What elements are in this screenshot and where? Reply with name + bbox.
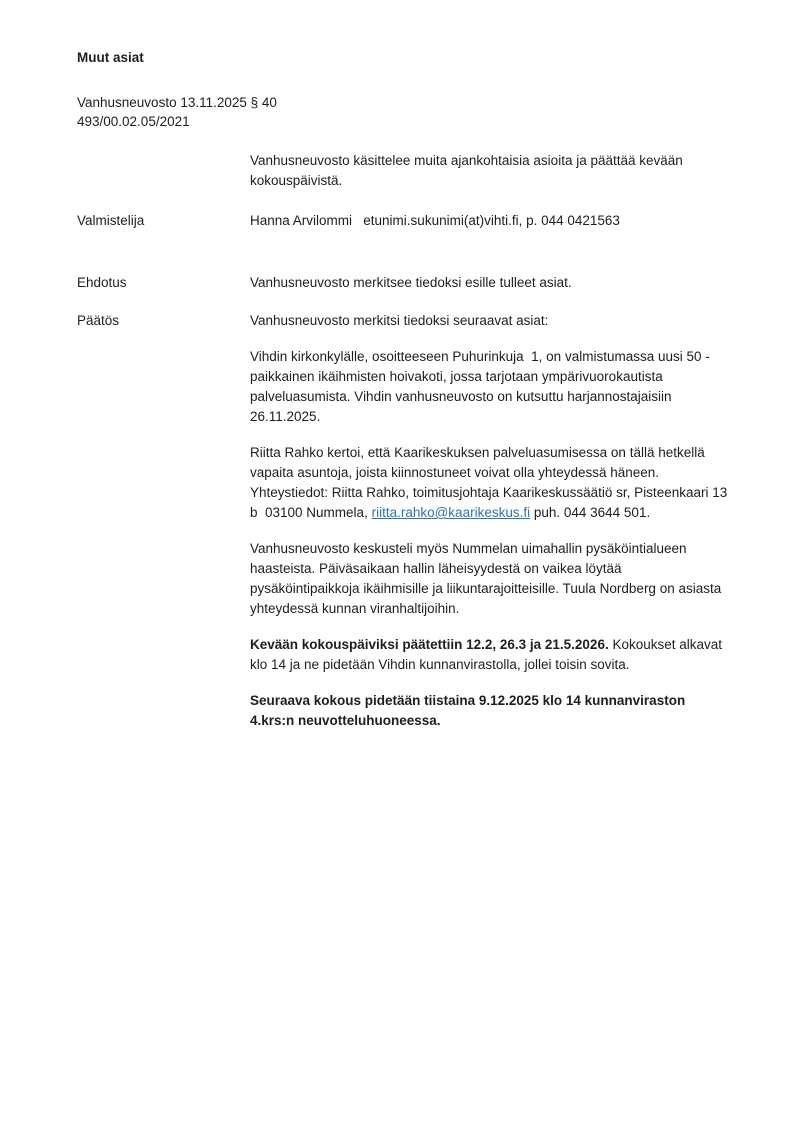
valmistelija-row xyxy=(77,211,728,231)
intro-paragraph: Vanhusneuvosto käsittelee muita ajankohtaisia asioita ja päättää kevään kokouspäivistä. xyxy=(250,153,687,188)
ehdotus-row xyxy=(77,273,728,293)
intro-row xyxy=(77,151,728,191)
paragraph-kaarikeskus xyxy=(250,443,732,523)
paatos-label: Päätös xyxy=(77,313,120,328)
meeting-meta xyxy=(77,93,728,131)
ehdotus-text: Vanhusneuvosto merkitsee tiedoksi esille tulleet asiat. xyxy=(250,275,572,290)
paatos-content xyxy=(250,311,732,731)
case-number: 493/00.02.05/2021 xyxy=(77,114,190,129)
kokouspaivat-bold-text: Kevään kokouspäiviksi päätettiin 12.2, 26.3 ja 21.5.2026. xyxy=(250,637,609,652)
ehdotus-label: Ehdotus xyxy=(77,275,127,290)
paragraph-kokouspaivat xyxy=(250,635,728,675)
section-title: Muut asiat xyxy=(77,50,144,65)
paragraph-hoivakoti: Vihdin kirkonkylälle, osoitteeseen Puhurinkuja 1, on valmistumassa uusi 50 -paikkainen ikäihmisten hoivakoti, jossa tarjotaan ympärivuorokautista palveluasumista. Vihdin vanhusneuvosto on kutsuttu harjannostajaisiin 26.11.2025. xyxy=(250,349,710,424)
paragraph-seuraava-kokous: Seuraava kokous pidetään tiistaina 9.12.2025 klo 14 kunnanviraston 4.krs:n neuvotteluhuoneessa. xyxy=(250,693,689,728)
valmistelija-value: Hanna Arvilommi etunimi.sukunimi(at)vihti.fi, p. 044 0421563 xyxy=(250,213,620,228)
kaarikeskus-text-after: puh. 044 3644 501. xyxy=(530,505,651,520)
email-link[interactable]: riitta.rahko@kaarikeskus.fi xyxy=(371,505,531,520)
kokouspaivat-rest-text: Kokoukset alkavat klo 14 ja ne pidetään Vihdin kunnanvirastolla, jollei toisin sovita. xyxy=(250,637,726,672)
valmistelija-label: Valmistelija xyxy=(77,213,145,228)
paatos-lead: Vanhusneuvosto merkitsi tiedoksi seuraavat asiat: xyxy=(250,313,549,328)
paatos-row xyxy=(77,311,732,731)
kaarikeskus-text-before: Riitta Rahko kertoi, että Kaarikeskuksen palveluasumisessa on tällä hetkellä vapaita asuntoja, joista kiinnostuneet voivat olla yhteydessä häneen. Yhteystiedot: Riitta Rahko, toimitusjohtaja Kaarikeskussäätiö sr, Pisteenkaari 13 b 03100 Nummela, xyxy=(250,445,732,520)
paragraph-uimahalli: Vanhusneuvosto keskusteli myös Nummelan uimahallin pysäköintialueen haasteista. Päiväsaikaan hallin läheisyydestä on vaikea löytää pysäköintipaikkoja ikäihmisille ja liikuntarajoitteisille. Tuula Nordberg on asiasta yhteydessä kunnan viranhaltijoihin. xyxy=(250,541,725,616)
meeting-reference: Vanhusneuvosto 13.11.2025 § 40 xyxy=(77,95,277,110)
